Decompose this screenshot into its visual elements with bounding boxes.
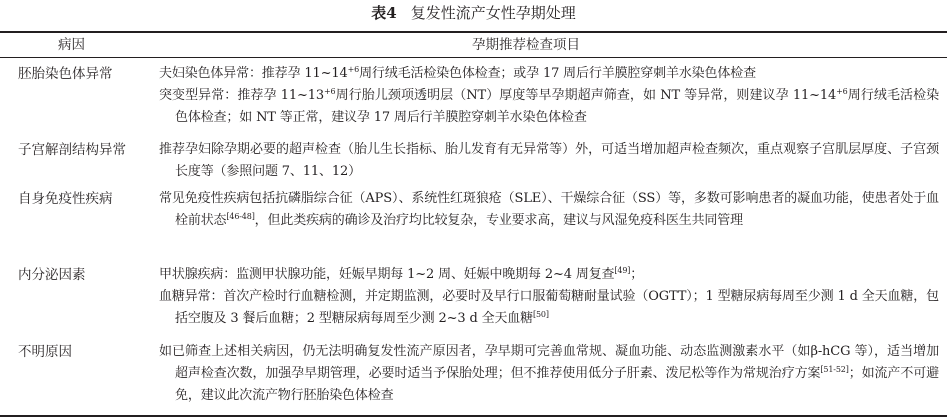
items-cell: [159, 188, 939, 232]
text-run: 夫妇染色体异常：推荐孕 11~14: [159, 66, 348, 81]
citation-superscript: [50]: [533, 310, 549, 319]
table-number: 表4: [371, 4, 397, 22]
text-run: ；如流产不可避免，建议此次流产物行胚胎染色体检查: [175, 366, 939, 403]
text-run: ；: [630, 267, 644, 282]
text-run: 甲状腺疾病：监测甲状腺功能，妊娠早期每 1~2 周、妊娠中晚期每 2~4 周复查: [159, 267, 615, 282]
citation-superscript: [46-48]: [226, 212, 255, 221]
item-paragraph: [159, 341, 939, 407]
cause-cell: 内分泌因素: [18, 267, 86, 283]
citation-superscript: +6: [323, 87, 336, 96]
cause-cell: 不明原因: [18, 344, 72, 360]
item-paragraph: [159, 139, 939, 183]
items-cell: [159, 63, 939, 129]
header-rule: [0, 57, 947, 58]
text-run: 突变型异常：推荐孕 11~13: [159, 88, 324, 103]
table-caption: [0, 3, 947, 23]
citation-superscript: [51-52]: [820, 365, 849, 374]
text-run: 推荐孕妇除孕期必要的超声检查（胎儿生长指标、胎儿发育有无异常等）外，可适当增加超声检查频次，重点观察子宫肌层厚度、子宫颈长度等（参照问题 7、11、12）: [159, 142, 939, 179]
item-paragraph: [159, 264, 939, 286]
cause-cell: 自身免疫性疾病: [18, 191, 113, 207]
items-cell: [159, 139, 939, 183]
text-run: 周行胎儿颈项透明层（NT）厚度等早孕期超声筛查，如 NT 等异常，则建议孕 11~14: [335, 88, 837, 103]
bottom-rule: [0, 415, 947, 417]
items-cell: [159, 264, 939, 330]
item-paragraph: [159, 85, 939, 129]
citation-superscript: +6: [836, 87, 848, 96]
citation-superscript: +6: [347, 65, 360, 74]
table-title: 复发性流产女性孕期处理: [410, 4, 576, 22]
item-paragraph: [159, 63, 939, 85]
citation-superscript: [49]: [614, 266, 631, 275]
text-run: 血糖异常：首次产检时行血糖检测，并定期监测，必要时及早行口服葡萄糖耐量试验（OGTT）；1 型糖尿病每周至少测 1 d 全天血糖，包括空腹及 3 餐后血糖；2 型糖尿病每周至少测 2~3 d 全天血糖: [159, 289, 939, 326]
text-run: 周行绒毛活检染色体检查；如 NT 等正常，建议孕 17 周后行羊膜腔穿刺羊水染色体检查: [175, 88, 940, 125]
header-cause: 病因: [58, 37, 85, 53]
text-run: 如已筛查上述相关病因，仍无法明确复发性流产原因者，孕早期可完善血常规、凝血功能、动态监测激素水平（如β-hCG 等），适当增加超声检查次数，加强孕早期管理，必要时适当予保胎处理；但不推荐使用低分子肝素、泼尼松等作为常规治疗方案: [159, 344, 939, 381]
cause-cell: 子宫解剖结构异常: [18, 142, 126, 158]
items-cell: [159, 341, 939, 407]
header-items: 孕期推荐检查项目: [472, 37, 580, 53]
text-run: 常见免疫性疾病包括抗磷脂综合征（APS）、系统性红斑狼疮（SLE）、干燥综合征（SS）等，多数可影响患者的凝血功能，使患者处于血栓前状态: [159, 191, 939, 228]
item-paragraph: [159, 286, 939, 330]
item-paragraph: [159, 188, 939, 232]
top-rule: [0, 31, 947, 33]
cause-cell: 胚胎染色体异常: [18, 66, 113, 82]
text-run: ，但此类疾病的确诊及治疗均比较复杂，专业要求高，建议与风湿免疫科医生共同管理: [254, 213, 743, 228]
text-run: 周行绒毛活检染色体检查；或孕 17 周后行羊膜腔穿刺羊水染色体检查: [359, 66, 756, 81]
